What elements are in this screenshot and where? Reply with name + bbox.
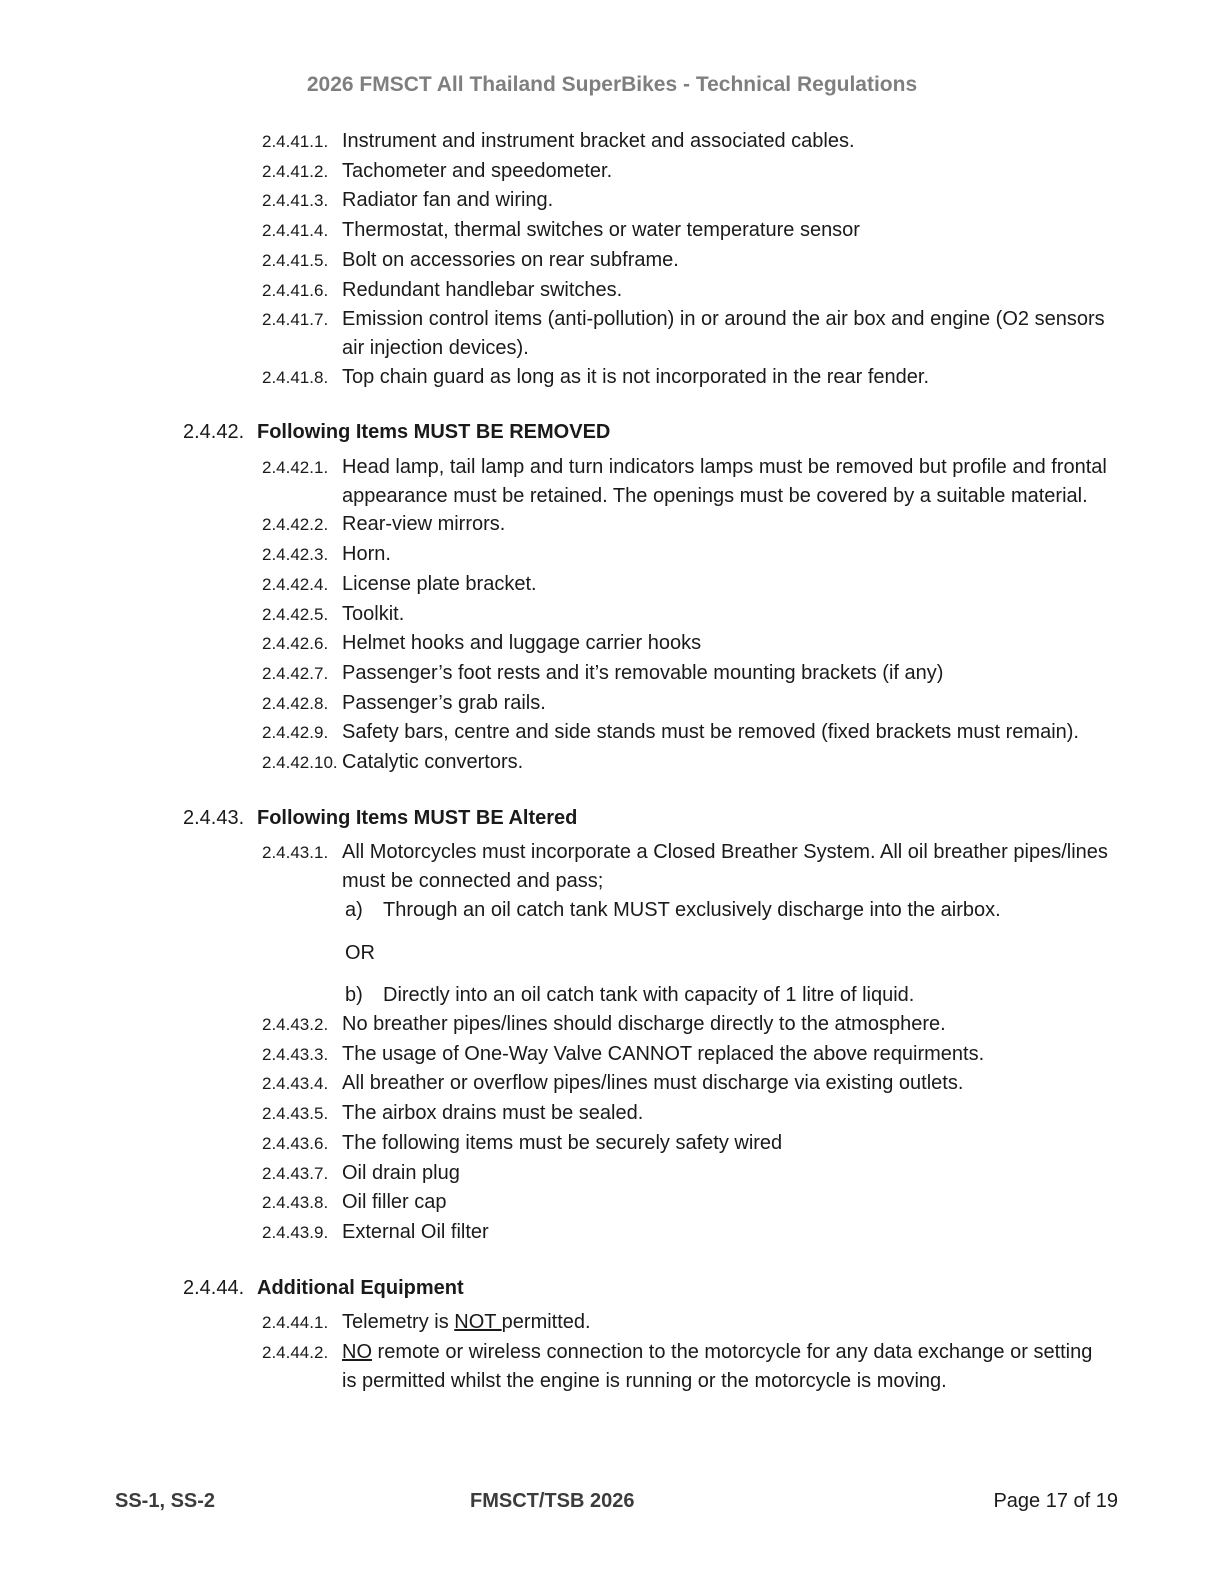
item-number: 2.4.43.5. bbox=[262, 1104, 329, 1124]
item-text bbox=[342, 659, 1108, 688]
list-item bbox=[262, 157, 1224, 187]
section-item-list bbox=[262, 127, 1224, 392]
item-text bbox=[342, 453, 1108, 510]
item-number: 2.4.44.1. bbox=[262, 1313, 329, 1333]
text-run: Passenger’s grab rails. bbox=[342, 691, 546, 714]
document-title: 2026 FMSCT All Thailand SuperBikes - Technical Regulations bbox=[306, 73, 918, 96]
footer-document-id: FMSCT/TSB 2026 bbox=[470, 1490, 635, 1512]
section-number: 2.4.44. bbox=[183, 1276, 245, 1299]
list-item bbox=[262, 659, 1224, 689]
item-text bbox=[342, 1218, 1108, 1247]
list-item bbox=[262, 1338, 1224, 1395]
text-run: Head lamp, tail lamp and turn indicators lamps must be removed but profile and frontal appearance must be retained. The openings must be covered by a suitable material. bbox=[342, 456, 1107, 507]
section-heading-row bbox=[183, 1274, 1224, 1303]
or-separator: OR bbox=[345, 941, 375, 964]
item-number: 2.4.43.4. bbox=[262, 1074, 329, 1094]
text-run: Telemetry is bbox=[342, 1311, 455, 1334]
item-text bbox=[342, 246, 1108, 275]
item-number: 2.4.41.7. bbox=[262, 310, 329, 330]
text-run: All Motorcycles must incorporate a Closed Breather System. All oil breather pipes/lines must be connected and pass; bbox=[342, 841, 1108, 893]
text-run: Passenger’s foot rests and it’s removable mounting brackets (if any) bbox=[342, 661, 944, 684]
text-run: Radiator fan and wiring. bbox=[342, 189, 554, 212]
text-run: NOT bbox=[454, 1311, 502, 1334]
section-number: 2.4.42. bbox=[183, 421, 245, 444]
item-number: 2.4.42.2. bbox=[262, 515, 329, 535]
text-run: Helmet hooks and luggage carrier hooks bbox=[342, 632, 702, 655]
list-item bbox=[262, 748, 1224, 778]
text-run: Instrument and instrument bracket and associated cables. bbox=[342, 130, 855, 152]
item-number: 2.4.42.7. bbox=[262, 663, 329, 683]
section-item-list bbox=[262, 453, 1224, 778]
item-text bbox=[342, 838, 1108, 1010]
item-text bbox=[342, 363, 1108, 392]
item-text bbox=[342, 1069, 1108, 1098]
item-text bbox=[342, 1338, 1108, 1395]
sub-item-label: b) bbox=[345, 984, 363, 1007]
text-run: The following items must be securely safety wired bbox=[342, 1131, 783, 1154]
item-number: 2.4.41.4. bbox=[262, 221, 329, 241]
sub-item-text: Directly into an oil catch tank with capacity of 1 litre of liquid. bbox=[383, 984, 915, 1007]
item-text bbox=[342, 1159, 1108, 1188]
item-number: 2.4.41.3. bbox=[262, 191, 329, 211]
text-run: Emission control items (anti-pollution) in or around the air box and engine (O2 sensors air injection devices). bbox=[342, 308, 1105, 359]
text-run: permitted. bbox=[501, 1311, 591, 1334]
item-text bbox=[342, 1099, 1108, 1128]
item-number: 2.4.41.1. bbox=[262, 132, 329, 151]
text-run: Toolkit. bbox=[342, 602, 405, 625]
list-item bbox=[262, 570, 1224, 600]
item-number: 2.4.42.10. bbox=[262, 753, 338, 773]
item-number: 2.4.41.8. bbox=[262, 367, 329, 387]
item-text bbox=[342, 216, 1108, 245]
item-number: 2.4.43.7. bbox=[262, 1163, 329, 1183]
section-number: 2.4.43. bbox=[183, 806, 245, 829]
text-run: Horn. bbox=[342, 543, 391, 566]
section-title: Following Items MUST BE Altered bbox=[257, 806, 578, 829]
list-item bbox=[262, 186, 1224, 216]
sub-item-text: Through an oil catch tank MUST exclusively discharge into the airbox. bbox=[383, 898, 1001, 921]
list-item bbox=[262, 718, 1224, 748]
list-item bbox=[262, 510, 1224, 540]
item-text bbox=[342, 510, 1108, 539]
section-item-list bbox=[262, 1308, 1224, 1395]
text-run: Oil filler cap bbox=[342, 1191, 447, 1214]
document-sections bbox=[0, 127, 1224, 1395]
item-text bbox=[342, 748, 1108, 777]
list-item bbox=[262, 276, 1224, 306]
sub-item bbox=[342, 896, 1108, 925]
list-item bbox=[262, 600, 1224, 630]
text-run: External Oil filter bbox=[342, 1220, 489, 1243]
text-run: Bolt on accessories on rear subframe. bbox=[342, 248, 679, 271]
item-text bbox=[342, 127, 1108, 156]
list-item bbox=[262, 305, 1224, 362]
sub-item bbox=[342, 981, 1108, 1010]
item-text bbox=[342, 1040, 1108, 1069]
text-run: Thermostat, thermal switches or water temperature sensor bbox=[342, 219, 860, 242]
item-text bbox=[342, 276, 1108, 305]
text-run: All breather or overflow pipes/lines must discharge via existing outlets. bbox=[342, 1072, 964, 1095]
item-text bbox=[342, 305, 1108, 362]
item-text bbox=[342, 629, 1108, 658]
item-text bbox=[342, 718, 1108, 747]
item-number: 2.4.41.2. bbox=[262, 161, 329, 181]
text-run: Redundant handlebar switches. bbox=[342, 278, 623, 301]
list-item bbox=[262, 1040, 1224, 1070]
item-text bbox=[342, 540, 1108, 569]
list-item bbox=[262, 216, 1224, 246]
footer-page-number: Page 17 of 19 bbox=[993, 1490, 1118, 1512]
item-text bbox=[342, 689, 1108, 718]
item-number: 2.4.44.2. bbox=[262, 1343, 329, 1363]
list-item bbox=[262, 629, 1224, 659]
item-text bbox=[342, 157, 1108, 186]
text-run: Top chain guard as long as it is not incorporated in the rear fender. bbox=[342, 365, 930, 388]
item-text bbox=[342, 1129, 1108, 1158]
item-number: 2.4.43.3. bbox=[262, 1044, 329, 1064]
list-item bbox=[262, 1188, 1224, 1218]
item-number: 2.4.42.3. bbox=[262, 545, 329, 565]
item-number: 2.4.42.8. bbox=[262, 693, 329, 713]
list-item bbox=[262, 1308, 1224, 1338]
section-title: Following Items MUST BE REMOVED bbox=[257, 421, 611, 444]
item-number: 2.4.43.9. bbox=[262, 1222, 329, 1242]
item-number: 2.4.42.4. bbox=[262, 574, 329, 594]
page-footer bbox=[115, 1488, 1118, 1514]
text-run: License plate bracket. bbox=[342, 572, 537, 595]
item-number: 2.4.41.6. bbox=[262, 280, 329, 300]
list-item bbox=[262, 838, 1224, 1010]
list-item bbox=[262, 540, 1224, 570]
item-number: 2.4.43.8. bbox=[262, 1193, 329, 1213]
text-run: Oil drain plug bbox=[342, 1161, 460, 1184]
text-run: The usage of One-Way Valve CANNOT replaced the above requirments. bbox=[342, 1042, 985, 1065]
item-text bbox=[342, 1308, 1108, 1337]
item-number: 2.4.42.9. bbox=[262, 723, 329, 743]
footer-class-codes: SS-1, SS-2 bbox=[115, 1490, 216, 1512]
list-item bbox=[262, 1099, 1224, 1129]
item-number: 2.4.43.1. bbox=[262, 843, 329, 863]
item-number: 2.4.42.6. bbox=[262, 634, 329, 654]
text-run: Tachometer and speedometer. bbox=[342, 159, 613, 182]
list-item bbox=[262, 1069, 1224, 1099]
text-run: remote or wireless connection to the motorcycle for any data exchange or setting is permitted whilst the engine is running or the motorcycle is moving. bbox=[342, 1341, 1093, 1392]
section-heading-row bbox=[183, 804, 1224, 833]
list-item bbox=[262, 689, 1224, 719]
section-title: Additional Equipment bbox=[257, 1276, 464, 1299]
list-item bbox=[262, 1218, 1224, 1248]
text-run: Catalytic convertors. bbox=[342, 751, 524, 774]
item-number: 2.4.43.2. bbox=[262, 1014, 329, 1034]
list-item bbox=[262, 1159, 1224, 1189]
text-run: Safety bars, centre and side stands must be removed (fixed brackets must remain). bbox=[342, 721, 1079, 744]
item-text bbox=[342, 1188, 1108, 1217]
section-heading-row bbox=[183, 418, 1224, 447]
item-number: 2.4.43.6. bbox=[262, 1133, 329, 1153]
section-item-list bbox=[262, 838, 1224, 1247]
item-text bbox=[342, 570, 1108, 599]
text-run: Rear-view mirrors. bbox=[342, 513, 506, 536]
item-text bbox=[342, 1010, 1108, 1039]
text-run: NO bbox=[342, 1341, 372, 1364]
text-run: The airbox drains must be sealed. bbox=[342, 1102, 644, 1125]
item-number: 2.4.42.1. bbox=[262, 458, 329, 478]
item-number: 2.4.41.5. bbox=[262, 250, 329, 270]
item-text bbox=[342, 600, 1108, 629]
list-item bbox=[262, 1129, 1224, 1159]
item-number: 2.4.42.5. bbox=[262, 604, 329, 624]
sub-item-label: a) bbox=[345, 898, 363, 921]
list-item bbox=[262, 1010, 1224, 1040]
list-item bbox=[262, 363, 1224, 393]
list-item bbox=[262, 127, 1224, 157]
list-item bbox=[262, 246, 1224, 276]
list-item bbox=[262, 453, 1224, 510]
text-run: No breather pipes/lines should discharge directly to the atmosphere. bbox=[342, 1012, 946, 1035]
item-text bbox=[342, 186, 1108, 215]
